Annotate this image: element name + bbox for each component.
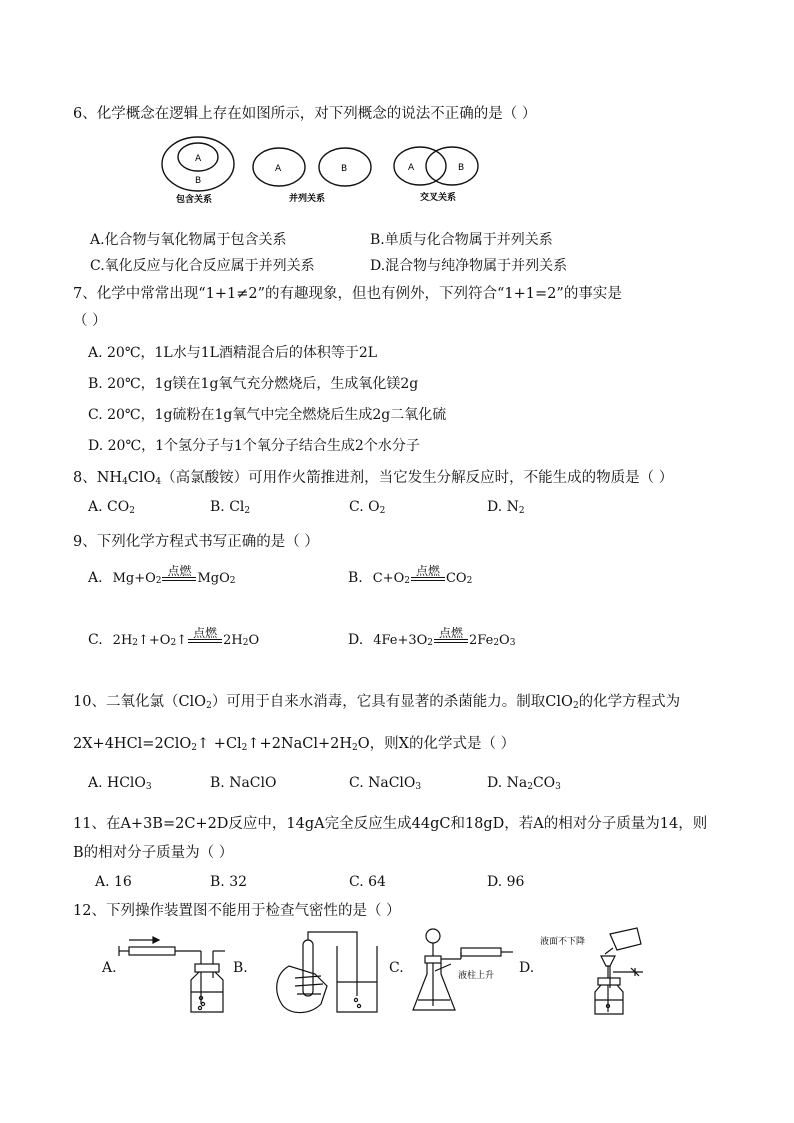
- reaction-condition: 点燃: [434, 639, 468, 648]
- parallel-label: 并列关系: [289, 194, 326, 204]
- question-11-line-2: B的相对分子质量为（ ）: [73, 845, 234, 861]
- question-7-option-c: C. 20℃，1g硫粉在1g氧气中完全燃烧后生成2g二氧化硫: [88, 407, 447, 423]
- question-8-option-b: B. $Cl_2$: [210, 499, 251, 516]
- question-11-option-b: B. 32: [210, 874, 248, 890]
- apparatus-c-flask-funnel: [413, 929, 513, 1010]
- liquid-column-rises-label: 液柱上升: [458, 971, 495, 981]
- parallel-b: B: [341, 164, 348, 174]
- intersection-a: A: [408, 163, 415, 173]
- liquid-level-not-drop-label: 液面不下降: [540, 937, 586, 947]
- question-10-option-b: B. NaClO: [210, 775, 277, 791]
- question-6-option-b: B.单质与化合物属于并列关系: [370, 232, 553, 248]
- question-8-option-d: D. $N_2$: [487, 499, 525, 516]
- question-6-stem: 6、化学概念在逻辑上存在如图所示，对下列概念的说法不正确的是（ ）: [73, 106, 537, 122]
- question-7-option-d: D. 20℃，1个氢分子与1个氧分子结合生成2个水分子: [88, 438, 420, 454]
- question-11-line-1: 11、在A+3B=2C+2D反应中，14gA完全反应生成44gC和18gD，若A的相对分子质量为14，则: [73, 816, 708, 832]
- question-11-option-c: C. 64: [349, 874, 386, 890]
- inclusion-a: A: [195, 154, 202, 164]
- question-6-option-d: D.混合物与纯净物属于并列关系: [370, 258, 568, 274]
- reaction-condition: 点燃: [162, 577, 196, 586]
- apparatus-d-label: D.: [519, 960, 535, 976]
- question-10-stem: 10、二氧化氯（ClO$_2$）可用于自来水消毒，它具有显著的杀菌能力。制取ClO$_2$的化学方程式为: [73, 694, 681, 711]
- question-8-stem: 8、$NH_4ClO_4$（高氯酸铵）可用作火箭推进剂，当它发生分解反应时，不能生成的物质是（ ）: [73, 470, 674, 487]
- apparatus-b-label: B.: [233, 960, 248, 976]
- apparatus-a-syringe-bottle: [119, 937, 225, 1012]
- question-12-stem: 12、下列操作装置图不能用于检查气密性的是（ ）: [73, 903, 401, 919]
- apparatus-c-label: C.: [389, 960, 404, 976]
- question-8-option-c: C. $O_2$: [349, 499, 386, 516]
- parallel-diagram: [253, 148, 371, 204]
- apparatus-a-label: A.: [102, 960, 117, 976]
- question-10-option-c: C. NaClO$_3$: [349, 775, 422, 792]
- inclusion-label: 包含关系: [176, 195, 213, 205]
- reaction-condition: 点燃: [188, 639, 222, 648]
- inclusion-b: B: [195, 176, 202, 186]
- question-6-option-a: A.化合物与氧化物属于包含关系: [90, 232, 287, 248]
- airtightness-apparatus-figure: [115, 926, 655, 1018]
- concept-relation-diagram: [158, 134, 528, 206]
- question-6-option-c: C.氧化反应与化合反应属于并列关系: [90, 258, 315, 274]
- question-11-option-d: D. 96: [487, 874, 525, 890]
- question-9-option-c: C. 2H 2 ↑+O 2 ↑ 点燃 2H 2 O: [88, 626, 260, 648]
- question-10-option-a: A. HClO$_3$: [88, 775, 152, 792]
- question-10-option-d: D. $Na_2CO_3$: [487, 775, 561, 792]
- apparatus-b-tube-beaker: [277, 932, 377, 1013]
- question-9-option-a: A. Mg+O 2 点燃 MgO 2: [88, 564, 236, 586]
- question-9-stem: 9、下列化学方程式书写正确的是（ ）: [73, 534, 319, 550]
- intersection-diagram: [394, 147, 478, 203]
- parallel-a: A: [275, 164, 282, 174]
- question-7-option-a: A. 20℃，1L水与1L酒精混合后的体积等于2L: [88, 345, 378, 361]
- question-11-option-a: A. 16: [95, 874, 132, 890]
- question-9-option-b: B. C+O 2 点燃 CO 2: [348, 564, 473, 586]
- question-10-equation: 2X+4HCl=2ClO$_2$↑ $+Cl_2↑+2NaCl+2H_2O$，则X的化学式是（ ）: [73, 736, 516, 753]
- question-9-option-d: D. 4Fe+3O 2 点燃 2Fe 2 O 3: [348, 626, 516, 648]
- inclusion-diagram: [162, 137, 234, 205]
- question-7-stem: 7、化学中常常出现“1+1≠2”的有趣现象，但也有例外，下列符合“1+1=2”的事实是: [73, 286, 622, 302]
- intersection-label: 交叉关系: [420, 193, 457, 203]
- question-8-option-a: A. $CO_2$: [88, 499, 135, 516]
- question-7-paren: （ ）: [73, 313, 107, 329]
- intersection-b: B: [458, 163, 465, 173]
- apparatus-d-bottle-funnel: [595, 928, 643, 1014]
- question-7-option-b: B. 20℃，1g镁在1g氧气充分燃烧后，生成氧化镁2g: [88, 376, 419, 392]
- reaction-condition: 点燃: [411, 577, 445, 586]
